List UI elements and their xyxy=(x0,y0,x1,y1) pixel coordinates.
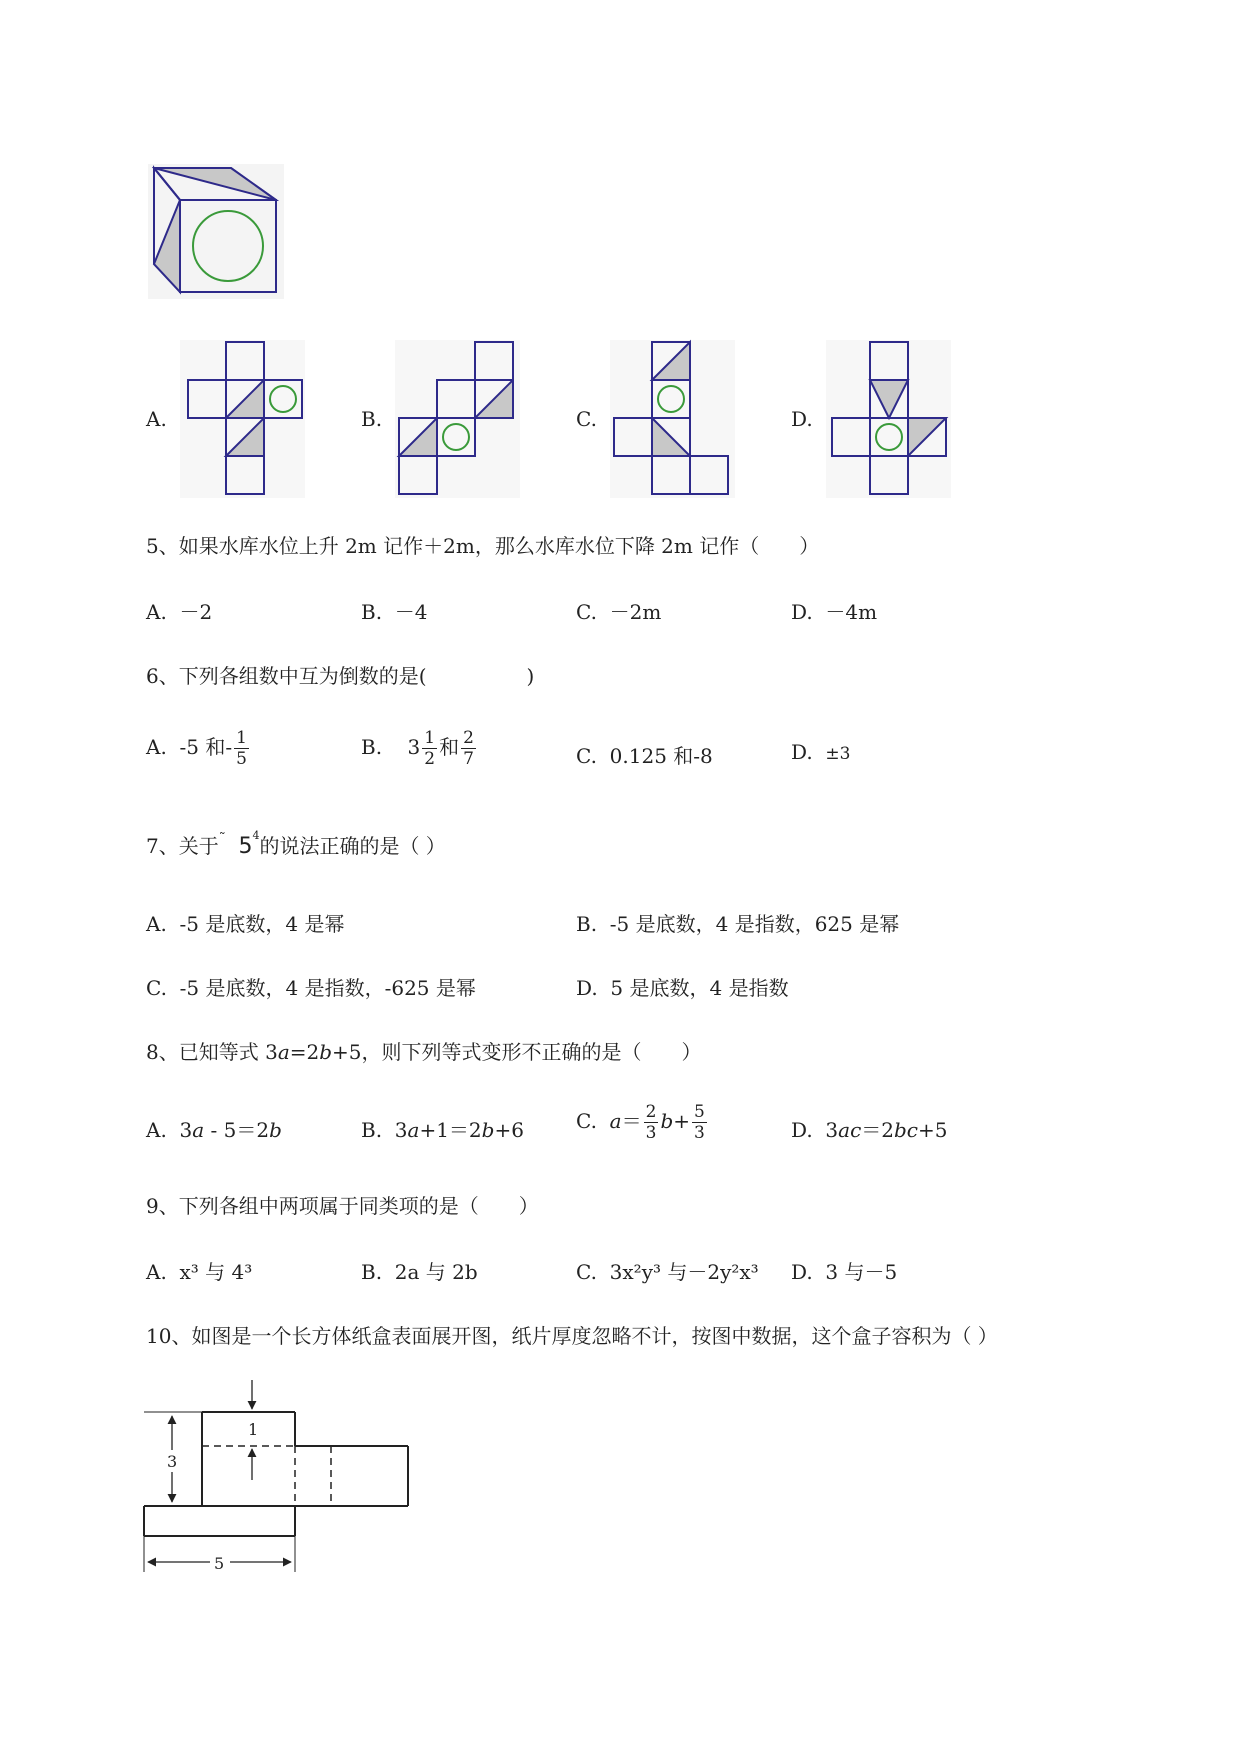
term: +6 xyxy=(494,1118,524,1142)
term: ＝2 xyxy=(861,1118,894,1142)
var-b: b xyxy=(319,1040,333,1064)
option-text: -5 和- xyxy=(179,735,233,759)
q4-option-c-label[interactable]: C. xyxy=(576,407,597,431)
term: 3 xyxy=(394,1118,408,1142)
option-text: －4m xyxy=(825,600,878,624)
cube-figure xyxy=(148,164,288,304)
var-b: b xyxy=(269,1118,282,1142)
option-label: A. xyxy=(146,1118,167,1142)
fraction xyxy=(234,728,249,769)
option-text: 5 是底数，4 是指数 xyxy=(610,976,789,1000)
denominator: 2 xyxy=(424,749,436,769)
net-option-a xyxy=(180,340,310,500)
question-7 xyxy=(146,830,446,859)
question-9: 9、下列各组中两项属于同类项的是（ ） xyxy=(146,1194,539,1218)
option-text: －2 xyxy=(179,600,213,624)
option-label: B. xyxy=(361,1118,383,1142)
q6-option-d[interactable] xyxy=(791,740,850,764)
option-text: －4 xyxy=(394,600,428,624)
denominator: 7 xyxy=(463,749,474,769)
option-label: C. xyxy=(576,1260,597,1284)
denominator: 5 xyxy=(236,749,247,769)
var-b: b xyxy=(481,1118,495,1142)
option-label: A. xyxy=(146,912,167,936)
dimension-label-1: 1 xyxy=(248,1420,259,1439)
connector-text: 和 xyxy=(439,735,460,759)
option-label: A. xyxy=(146,735,167,759)
option-label: D. xyxy=(791,600,813,624)
term: +5 xyxy=(918,1118,948,1142)
term: - 5＝2 xyxy=(204,1118,270,1142)
option-label: C. xyxy=(576,1109,597,1133)
option-label: A. xyxy=(146,600,167,624)
numerator: 1 xyxy=(424,728,436,748)
q5-option-d[interactable] xyxy=(791,596,877,625)
var-a: a xyxy=(277,1040,290,1064)
option-label: B. xyxy=(361,600,383,624)
power-exponent: 4 xyxy=(252,829,260,843)
option-text: 3 与－5 xyxy=(825,1260,898,1284)
tilde-mark: ˜ xyxy=(218,831,226,847)
option-text: 3x²y³ 与－2y²x³ xyxy=(609,1260,759,1284)
option-label: D. xyxy=(791,1260,813,1284)
question-10: 10、如图是一个长方体纸盒表面展开图，纸片厚度忽略不计，按图中数据，这个盒子容积为（ ） xyxy=(146,1324,998,1348)
mixed-whole: 3 xyxy=(407,735,421,759)
numerator: 2 xyxy=(645,1102,657,1122)
term: +1＝2 xyxy=(419,1118,482,1142)
fraction xyxy=(461,728,476,769)
term: + xyxy=(673,1109,691,1133)
option-label: D. xyxy=(791,1118,813,1142)
option-label: B. xyxy=(361,735,383,759)
var-ac: ac xyxy=(838,1118,862,1142)
term: ＝ xyxy=(621,1109,642,1133)
option-text: 0.125 和-8 xyxy=(609,744,713,768)
q8-option-b[interactable] xyxy=(361,1114,524,1143)
denominator: 3 xyxy=(645,1123,657,1143)
q7-pre: 7、关于 xyxy=(146,834,219,858)
option-label: C. xyxy=(146,976,167,1000)
option-label: B. xyxy=(576,912,598,936)
power-base: 5 xyxy=(238,834,253,859)
option-text: -5 是底数，4 是指数，-625 是幂 xyxy=(179,976,476,1000)
net-option-c xyxy=(610,340,740,500)
question-6: 6、下列各组数中互为倒数的是( ) xyxy=(146,664,535,688)
question-5: 5、如果水库水位上升 2m 记作＋2m，那么水库水位下降 2m 记作（ ） xyxy=(146,534,820,558)
q7-option-b[interactable] xyxy=(576,908,899,937)
var-a: a xyxy=(407,1118,420,1142)
q6-option-b[interactable] xyxy=(361,728,478,769)
option-label: A. xyxy=(146,1260,167,1284)
numerator: 5 xyxy=(694,1102,705,1122)
q9-option-b[interactable] xyxy=(361,1256,478,1285)
term: 3 xyxy=(825,1118,839,1142)
dimension-label-3: 3 xyxy=(167,1452,178,1471)
q6-option-c[interactable] xyxy=(576,740,713,769)
option-label: D. xyxy=(791,740,813,764)
fraction xyxy=(422,728,437,769)
q5-option-c[interactable] xyxy=(576,596,661,625)
option-text: ±3 xyxy=(825,744,851,764)
q5-option-a[interactable] xyxy=(146,596,212,625)
net-option-d xyxy=(826,340,956,500)
q6-option-a[interactable] xyxy=(146,728,251,769)
fraction xyxy=(692,1102,707,1143)
option-text: -5 是底数，4 是指数，625 是幂 xyxy=(609,912,900,936)
q8-mid: =2 xyxy=(289,1040,320,1064)
fraction xyxy=(644,1102,659,1143)
var-b: b xyxy=(660,1109,674,1133)
option-text: －2m xyxy=(609,600,662,624)
dimension-label-5: 5 xyxy=(214,1554,225,1573)
q9-option-a[interactable] xyxy=(146,1256,252,1285)
option-label: D. xyxy=(576,976,598,1000)
var-a: a xyxy=(192,1118,205,1142)
q4-option-d-label[interactable]: D. xyxy=(791,407,813,431)
q7-option-a[interactable] xyxy=(146,908,344,937)
var-a: a xyxy=(609,1109,622,1133)
q9-option-c[interactable] xyxy=(576,1256,759,1285)
q4-option-a-label[interactable]: A. xyxy=(146,407,167,431)
q8-option-d[interactable] xyxy=(791,1114,948,1143)
option-text: 2a 与 2b xyxy=(394,1260,478,1284)
numerator: 1 xyxy=(236,728,247,748)
option-label: C. xyxy=(576,600,597,624)
denominator: 3 xyxy=(694,1123,705,1143)
option-text: -5 是底数，4 是幂 xyxy=(179,912,345,936)
q5-option-b[interactable] xyxy=(361,596,428,625)
q8-option-c[interactable] xyxy=(576,1102,709,1143)
q8-pre: 8、已知等式 3 xyxy=(146,1040,278,1064)
var-bc: bc xyxy=(894,1118,919,1142)
q4-option-b-label[interactable]: B. xyxy=(361,407,383,431)
question-8 xyxy=(146,1036,702,1065)
option-label: B. xyxy=(361,1260,383,1284)
q8-post: +5，则下列等式变形不正确的是（ ） xyxy=(332,1040,702,1064)
box-net-figure xyxy=(140,1380,420,1580)
option-label: C. xyxy=(576,744,597,768)
q7-post: 的说法正确的是（ ） xyxy=(259,834,446,858)
net-option-b xyxy=(395,340,525,500)
term: 3 xyxy=(179,1118,193,1142)
q8-option-a[interactable] xyxy=(146,1114,282,1143)
option-text: x³ 与 4³ xyxy=(179,1260,253,1284)
q7-option-c[interactable] xyxy=(146,972,476,1001)
q9-option-d[interactable] xyxy=(791,1256,897,1285)
numerator: 2 xyxy=(463,728,474,748)
q7-option-d[interactable] xyxy=(576,972,789,1001)
